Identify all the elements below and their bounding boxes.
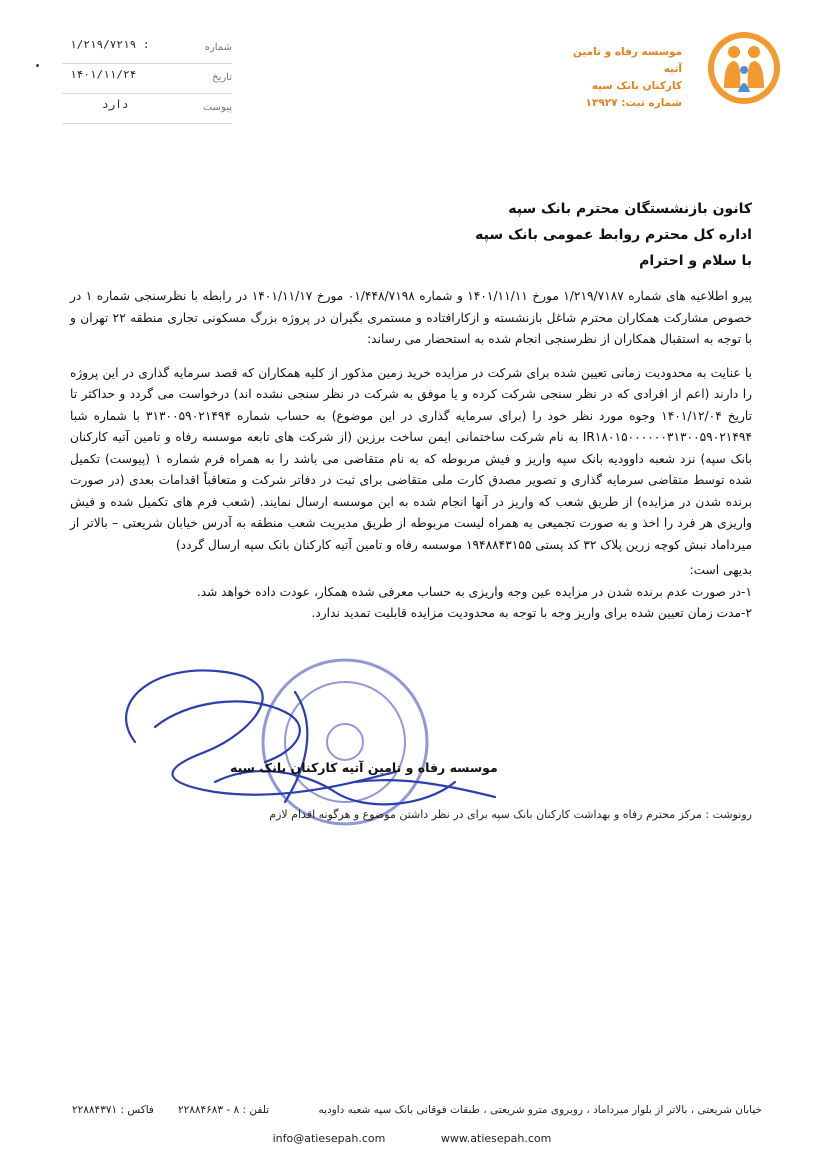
org-subtitle: کارکنان بانک سپه (591, 80, 682, 92)
paragraph-instructions: با عنایت به محدودیت زمانی تعیین شده برای شرکت در مزایده خرید زمین مذکور از کلیه همکاران که قصد سرمایه گذاری در این پروژه را دارند (اعم از افرادی که در نظر سنجی شرکت کرده و یا موفق به شرکت در نظر سنجی نشده اند) درخواست می گردد و حداکثر تا تاریخ ۱۴۰۱/۱۲/۰۴ وجوه مورد نظر خود را (برای سرمایه گذاری در این موضوع) به حساب شماره ۳۱۳۰۰۵۹۰۲۱۴۹۴ با شماره شبا IR۱۸۰۱۵۰۰۰۰۰۰۳۱۳۰۰۵۹۰۲۱۴۹۴ به نام شرکت ساختمانی ایمن ساخت برزین (از شرکت های تابعه موسسه رفاه و تامین آتیه کارکنان بانک سپه) نزد شعبه داوودیه بانک سپه واریز و فیش مربوطه که به نام متقاضی می باشد را به همراه فرم شماره ۱ (پیوست) تکمیل شده توسط متقاضی سرمایه گذاری و تصویر مصدق کارت ملی متقاضی برای ثبت در دفاتر شرکت و متعاقباً اقدامات بعدی (در صورت برنده شدن در مزایده) از طریق شعب که واریز در آنها انجام شده به این موسسه ارسال نمایند. (شعب فرم های تکمیل شده و فیش واریزی هر فرد را اخذ و به صورت تجمیعی به همراه لیست مربوطه از طریق مدیریت شعب منطقه به آدرس خیابان شریعتی – بالاتر از میرداماد نبش کوچه زرین پلاک ۳۲ کد پستی ۱۹۴۸۸۴۳۱۵۵ موسسه رفاه و تامین آتیه کارکنان بانک سپه ارسال گردد) (70, 365, 752, 552)
letter-body (70, 196, 752, 625)
letter-attachment-label: پیوست (202, 102, 232, 113)
letter-attachment-value: دارد (102, 98, 129, 111)
letter-attachment-row (62, 96, 232, 124)
footer (62, 1104, 762, 1145)
handwritten-signature-icon (126, 670, 495, 804)
letter-date-value: ۱۴۰۱/۱۱/۲۴ (70, 68, 137, 81)
note-1: ۱-در صورت عدم برنده شدن در مزایده عین وجه واریزی به حساب معرفی شده همکار، عودت داده خواهد شد. (196, 584, 752, 599)
footer-address-line (62, 1104, 762, 1116)
letter-date-label: تاریخ (212, 72, 232, 83)
greeting: با سلام و احترام (639, 253, 752, 269)
org-registration: شماره ثبت: ۱۳۹۲۷ (585, 97, 682, 109)
footer-fax: فاکس : ۲۲۸۸۴۳۷۱ (72, 1104, 154, 1116)
letter-date-row (62, 66, 232, 94)
carbon-copy: رونوشت : مرکز محترم رفاه و بهداشت کارکنان بانک سپه برای در نظر داشتن موضوع و هرگونه اقدام لازم (269, 808, 752, 821)
notes-title: بدیهی است: (689, 563, 752, 577)
addressee-2: اداره کل محترم روابط عمومی بانک سپه (475, 227, 752, 243)
org-name: موسسه رفاه و تامین آتیه (572, 46, 682, 75)
note-2: ۲-مدت زمان تعیین شده برای واریز وجه با توجه به محدودیت مزایده قابلیت تمدید ندارد. (311, 606, 752, 620)
org-header (554, 44, 682, 112)
footer-website[interactable]: www.atiesepah.com (440, 1132, 552, 1145)
footer-contacts (62, 1132, 762, 1145)
footer-email[interactable]: info@atiesepah.com (272, 1132, 386, 1145)
family-logo-icon (706, 30, 782, 106)
margin-dot (36, 64, 39, 67)
letter-number-row (62, 36, 232, 64)
footer-address: خیابان شریعتی ، بالاتر از بلوار میرداماد ، روبروی مترو شریعتی ، طبقات فوقانی بانک سپه شعبه داودیه (318, 1104, 762, 1116)
signature-org: موسسه رفاه و تامین آتیه کارکنان بانک سپه (230, 760, 498, 775)
footer-phone: تلفن : ۸ - ۲۲۸۸۴۶۸۳ (177, 1104, 270, 1116)
paragraph-reference: پیرو اطلاعیه های شماره ۱/۲۱۹/۷۱۸۷ مورخ ۱۴۰۱/۱۱/۱۱ و شماره ۰۱/۴۴۸/۷۱۹۸ مورخ ۱۴۰۱/۱۱/۱۷ در رابطه با نظرسنجی شماره ۱ در خصوص مشارکت همکاران محترم شاغل بازنشسته و ازکارافتاده و مستمری بگیران در پروژه بزرگ مسکونی تجاری منطقه ۲۲ تهران و با توجه به استقبال همکاران از نظرسنجی انجام شده به استحضار می رساند: (70, 289, 752, 346)
addressee-1: کانون بازنشستگان محترم بانک سپه (508, 201, 752, 217)
letter-meta (62, 36, 232, 126)
letter-number-value: ۱/۲۱۹/۷۲۱۹ : (70, 38, 150, 51)
letter-number-label: شماره (204, 42, 232, 53)
official-stamp-icon (263, 660, 427, 824)
